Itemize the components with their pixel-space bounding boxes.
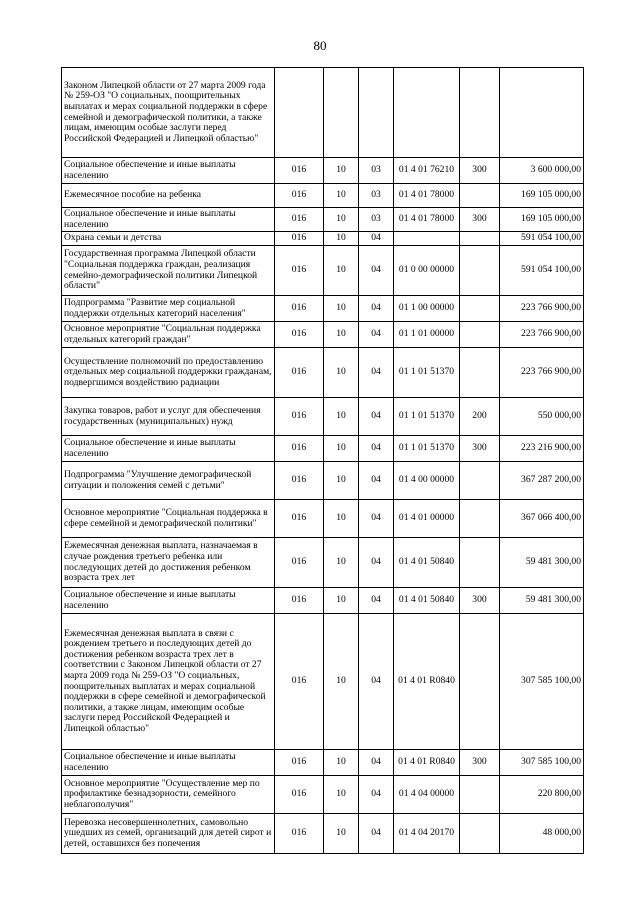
row-csr-cell [394, 68, 460, 158]
row-csr-cell: 01 1 01 51370 [394, 436, 460, 462]
row-rz-cell: 10 [324, 322, 359, 348]
row-csr-cell [394, 232, 460, 246]
row-rz-cell: 10 [324, 348, 359, 398]
row-rz-cell [324, 68, 359, 158]
row-name-cell: Охрана семьи и детства [62, 232, 275, 246]
row-gr-cell: 016 [275, 750, 324, 776]
row-csr-cell: 01 4 01 R0840 [394, 614, 460, 750]
row-sum-cell: 3 600 000,00 [500, 158, 584, 184]
budget-table [61, 67, 584, 854]
row-pr-cell: 04 [359, 322, 394, 348]
row-gr-cell: 016 [275, 614, 324, 750]
row-csr-cell: 01 4 01 76210 [394, 158, 460, 184]
row-csr-cell: 01 4 00 00000 [394, 462, 460, 500]
row-rz-cell: 10 [324, 232, 359, 246]
row-pr-cell: 04 [359, 500, 394, 538]
row-csr-cell: 01 4 01 78000 [394, 208, 460, 232]
row-sum-cell: 591 054 100,00 [500, 232, 584, 246]
row-rz-cell: 10 [324, 500, 359, 538]
row-name-cell: Ежемесячная денежная выплата в связи с рождением третьего и последующих детей до достижения ребенком возраста трех лет в соответствии с Законом Липецкой области от 27 марта 2009 года № 259-ОЗ "О социальных, поощрительных выплатах и мерах социальной поддержки в сфере семейной и демографической политики, а также лицам, имеющим особые заслуги перед Российской Федерацией и Липецкой областью" [62, 614, 275, 750]
row-pr-cell: 04 [359, 462, 394, 500]
row-sum-cell: 307 585 100,00 [500, 614, 584, 750]
table-row [62, 614, 584, 750]
row-gr-cell: 016 [275, 184, 324, 208]
row-sum-cell: 367 066 400,00 [500, 500, 584, 538]
row-sum-cell: 367 287 200,00 [500, 462, 584, 500]
row-name-cell: Социальное обеспечение и иные выплаты населению [62, 208, 275, 232]
row-sum-cell: 307 585 100,00 [500, 750, 584, 776]
row-gr-cell: 016 [275, 158, 324, 184]
row-vr-cell: 300 [460, 208, 500, 232]
row-pr-cell: 04 [359, 296, 394, 322]
row-gr-cell: 016 [275, 246, 324, 296]
table-row [62, 398, 584, 436]
row-name-cell: Подпрограмма "Развитие мер социальной поддержки отдельных категорий населения" [62, 296, 275, 322]
row-pr-cell: 03 [359, 208, 394, 232]
row-sum-cell: 48 000,00 [500, 814, 584, 854]
row-sum-cell: 169 105 000,00 [500, 208, 584, 232]
row-gr-cell: 016 [275, 538, 324, 588]
row-gr-cell: 016 [275, 814, 324, 854]
table-row [62, 208, 584, 232]
row-csr-cell: 01 4 01 00000 [394, 500, 460, 538]
row-gr-cell: 016 [275, 500, 324, 538]
row-csr-cell: 01 1 00 00000 [394, 296, 460, 322]
row-vr-cell: 300 [460, 588, 500, 614]
row-sum-cell: 550 000,00 [500, 398, 584, 436]
row-pr-cell: 04 [359, 614, 394, 750]
row-pr-cell: 04 [359, 246, 394, 296]
row-sum-cell: 223 766 900,00 [500, 322, 584, 348]
row-rz-cell: 10 [324, 296, 359, 322]
row-rz-cell: 10 [324, 750, 359, 776]
row-vr-cell [460, 246, 500, 296]
table-row [62, 322, 584, 348]
row-csr-cell: 01 1 01 00000 [394, 322, 460, 348]
row-pr-cell: 04 [359, 538, 394, 588]
row-vr-cell [460, 68, 500, 158]
row-rz-cell: 10 [324, 246, 359, 296]
row-csr-cell: 01 4 01 50840 [394, 588, 460, 614]
row-pr-cell: 04 [359, 348, 394, 398]
row-rz-cell: 10 [324, 614, 359, 750]
row-pr-cell: 04 [359, 776, 394, 814]
row-csr-cell: 01 4 01 R0840 [394, 750, 460, 776]
table-row [62, 776, 584, 814]
row-pr-cell [359, 68, 394, 158]
row-name-cell: Социальное обеспечение и иные выплаты населению [62, 158, 275, 184]
row-rz-cell: 10 [324, 776, 359, 814]
row-pr-cell: 03 [359, 184, 394, 208]
row-rz-cell: 10 [324, 436, 359, 462]
row-sum-cell: 223 766 900,00 [500, 296, 584, 322]
row-name-cell: Основное мероприятие "Социальная поддержка в сфере семейной и демографической политики" [62, 500, 275, 538]
row-name-cell: Перевозка несовершеннолетних, самовольно ушедших из семей, организаций для детей сирот и детей, оставшихся без попечения [62, 814, 275, 854]
row-name-cell: Ежемесячное пособие на ребенка [62, 184, 275, 208]
row-name-cell: Подпрограмма "Улучшение демографической ситуации и положения семей с детьми" [62, 462, 275, 500]
row-name-cell: Закупка товаров, работ и услуг для обеспечения государственных (муниципальных) нужд [62, 398, 275, 436]
row-vr-cell [460, 538, 500, 588]
table-row [62, 436, 584, 462]
table-row [62, 814, 584, 854]
table-row [62, 68, 584, 158]
table-row [62, 348, 584, 398]
row-vr-cell [460, 184, 500, 208]
row-vr-cell [460, 296, 500, 322]
row-sum-cell: 220 800,00 [500, 776, 584, 814]
row-rz-cell: 10 [324, 814, 359, 854]
row-pr-cell: 04 [359, 232, 394, 246]
table-row [62, 232, 584, 246]
row-vr-cell [460, 614, 500, 750]
row-rz-cell: 10 [324, 158, 359, 184]
row-csr-cell: 01 1 01 51370 [394, 348, 460, 398]
row-sum-cell: 223 216 900,00 [500, 436, 584, 462]
row-rz-cell: 10 [324, 208, 359, 232]
row-rz-cell: 10 [324, 538, 359, 588]
row-vr-cell [460, 814, 500, 854]
row-sum-cell: 59 481 300,00 [500, 588, 584, 614]
row-gr-cell: 016 [275, 296, 324, 322]
row-gr-cell: 016 [275, 588, 324, 614]
row-sum-cell: 59 481 300,00 [500, 538, 584, 588]
row-pr-cell: 04 [359, 398, 394, 436]
row-vr-cell: 300 [460, 158, 500, 184]
table-row [62, 184, 584, 208]
row-gr-cell: 016 [275, 776, 324, 814]
page-number: 80 [313, 38, 327, 53]
row-pr-cell: 04 [359, 750, 394, 776]
row-gr-cell [275, 68, 324, 158]
row-csr-cell: 01 0 00 00000 [394, 246, 460, 296]
row-csr-cell: 01 4 01 50840 [394, 538, 460, 588]
row-vr-cell [460, 500, 500, 538]
table-row [62, 750, 584, 776]
row-name-cell: Законом Липецкой области от 27 марта 2009 года № 259-ОЗ "О социальных, поощрительных выплатах и мерах социальной поддержки в сфере семейной и демографической политики, а также лицам, имеющим особые заслуги перед Российской Федерацией и Липецкой областью" [62, 68, 275, 158]
row-pr-cell: 04 [359, 588, 394, 614]
row-gr-cell: 016 [275, 462, 324, 500]
row-rz-cell: 10 [324, 398, 359, 436]
row-vr-cell [460, 232, 500, 246]
row-vr-cell [460, 322, 500, 348]
table-row [62, 588, 584, 614]
row-gr-cell: 016 [275, 208, 324, 232]
row-rz-cell: 10 [324, 184, 359, 208]
table-row [62, 246, 584, 296]
row-vr-cell: 300 [460, 750, 500, 776]
row-gr-cell: 016 [275, 232, 324, 246]
row-vr-cell: 200 [460, 398, 500, 436]
row-name-cell: Основное мероприятие "Социальная поддержка отдельных категорий граждан" [62, 322, 275, 348]
table-row [62, 500, 584, 538]
row-gr-cell: 016 [275, 436, 324, 462]
row-vr-cell: 300 [460, 436, 500, 462]
row-csr-cell: 01 1 01 51370 [394, 398, 460, 436]
row-vr-cell [460, 462, 500, 500]
row-sum-cell [500, 68, 584, 158]
table-row [62, 158, 584, 184]
row-gr-cell: 016 [275, 398, 324, 436]
row-name-cell: Ежемесячная денежная выплата, назначаемая в случае рождения третьего ребенка или последующих детей до достижения ребенком возраста трех лет [62, 538, 275, 588]
row-vr-cell [460, 348, 500, 398]
row-csr-cell: 01 4 04 20170 [394, 814, 460, 854]
row-name-cell: Осуществление полномочий по предоставлению отдельных мер социальной поддержки гражданам, подвергшимся воздействию радиации [62, 348, 275, 398]
row-csr-cell: 01 4 04 00000 [394, 776, 460, 814]
row-name-cell: Социальное обеспечение и иные выплаты населению [62, 436, 275, 462]
row-name-cell: Социальное обеспечение и иные выплаты населению [62, 588, 275, 614]
table-row [62, 462, 584, 500]
row-pr-cell: 04 [359, 436, 394, 462]
row-pr-cell: 03 [359, 158, 394, 184]
row-pr-cell: 04 [359, 814, 394, 854]
row-rz-cell: 10 [324, 462, 359, 500]
row-sum-cell: 223 766 900,00 [500, 348, 584, 398]
row-name-cell: Государственная программа Липецкой области "Социальная поддержка граждан, реализация семейно-демографической политики Липецкой области" [62, 246, 275, 296]
table-row [62, 296, 584, 322]
row-sum-cell: 591 054 100,00 [500, 246, 584, 296]
row-csr-cell: 01 4 01 78000 [394, 184, 460, 208]
row-gr-cell: 016 [275, 348, 324, 398]
row-vr-cell [460, 776, 500, 814]
row-rz-cell: 10 [324, 588, 359, 614]
table-row [62, 538, 584, 588]
row-gr-cell: 016 [275, 322, 324, 348]
row-name-cell: Основное мероприятие "Осуществление мер по профилактике безнадзорности, семейного неблагополучия" [62, 776, 275, 814]
row-name-cell: Социальное обеспечение и иные выплаты населению [62, 750, 275, 776]
row-sum-cell: 169 105 000,00 [500, 184, 584, 208]
